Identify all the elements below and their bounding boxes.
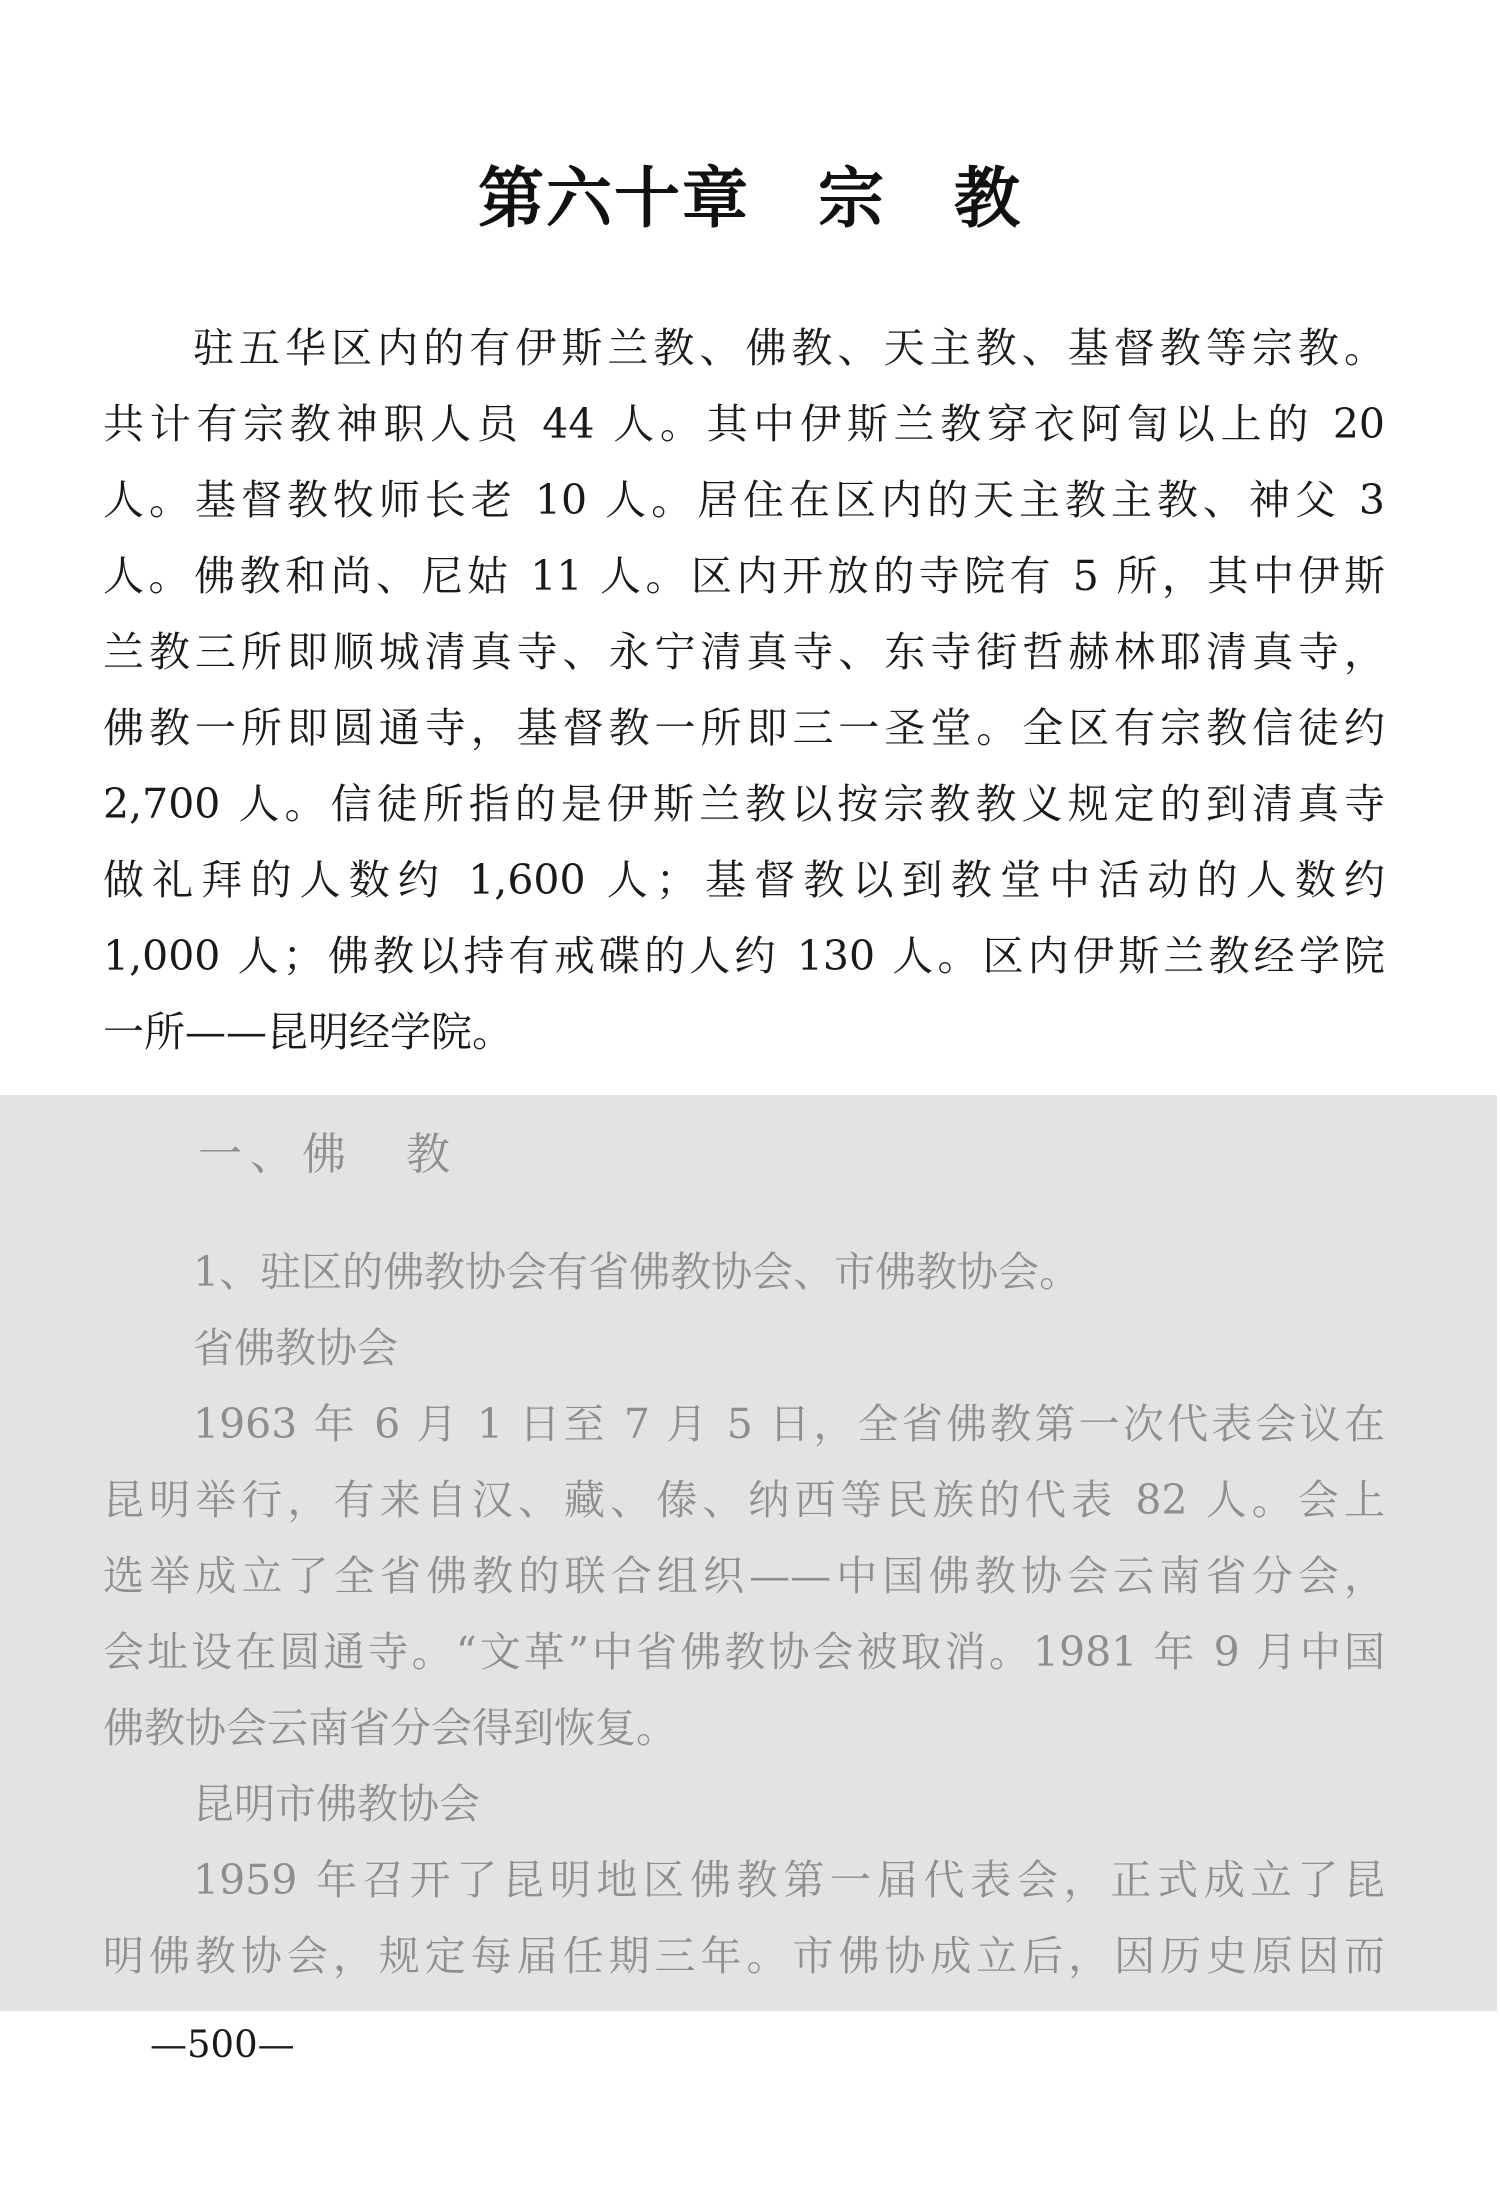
page-number: —500— [150,2023,295,2066]
intro-line: 1,000 人；佛教以持有戒碟的人约 130 人。区内伊斯兰教经学院 [103,932,1385,980]
provincial-line: 会址设在圆通寺。“文革”中省佛教协会被取消。1981 年 9 月中国 [103,1628,1385,1676]
intro-line: 佛教一所即圆通寺，基督教一所即三一圣堂。全区有宗教信徒约 [103,704,1385,752]
intro-line: 一所——昆明经学院。 [103,1008,513,1056]
intro-line: 驻五华区内的有伊斯兰教、佛教、天主教、基督教等宗教。 [193,324,1385,372]
intro-line: 2,700 人。信徒所指的是伊斯兰教以按宗教教义规定的到清真寺 [103,780,1385,828]
provincial-line: 1963 年 6 月 1 日至 7 月 5 日，全省佛教第一次代表会议在 [193,1400,1385,1448]
intro-line: 人。基督教牧师长老 10 人。居住在区内的天主教主教、神父 3 [103,476,1385,524]
intro-line: 做礼拜的人数约 1,600 人；基督教以到教堂中活动的人数约 [103,856,1385,904]
intro-line: 共计有宗教神职人员 44 人。其中伊斯兰教穿衣阿訇以上的 20 [103,400,1385,448]
municipal-line: 明佛教协会，规定每届任期三年。市佛协成立后，因历史原因而 [103,1932,1385,1980]
municipal-association-title: 昆明市佛教协会 [193,1780,480,1828]
provincial-line: 选举成立了全省佛教的联合组织——中国佛教协会云南省分会， [103,1552,1385,1600]
section-heading: 一、佛 教 [198,1129,458,1180]
provincial-association-title: 省佛教协会 [193,1324,398,1372]
intro-line: 兰教三所即顺城清真寺、永宁清真寺、东寺街哲赫林耶清真寺， [103,628,1385,676]
provincial-line: 佛教协会云南省分会得到恢复。 [103,1704,677,1752]
chapter-title: 第六十章 宗 教 [478,159,1022,237]
provincial-line: 昆明举行，有来自汉、藏、傣、纳西等民族的代表 82 人。会上 [103,1476,1385,1524]
section-subheading: 1、驻区的佛教协会有省佛教协会、市佛教协会。 [193,1248,1081,1296]
intro-line: 人。佛教和尚、尼姑 11 人。区内开放的寺院有 5 所，其中伊斯 [103,552,1385,600]
municipal-line: 1959 年召开了昆明地区佛教第一届代表会，正式成立了昆 [193,1856,1385,1904]
